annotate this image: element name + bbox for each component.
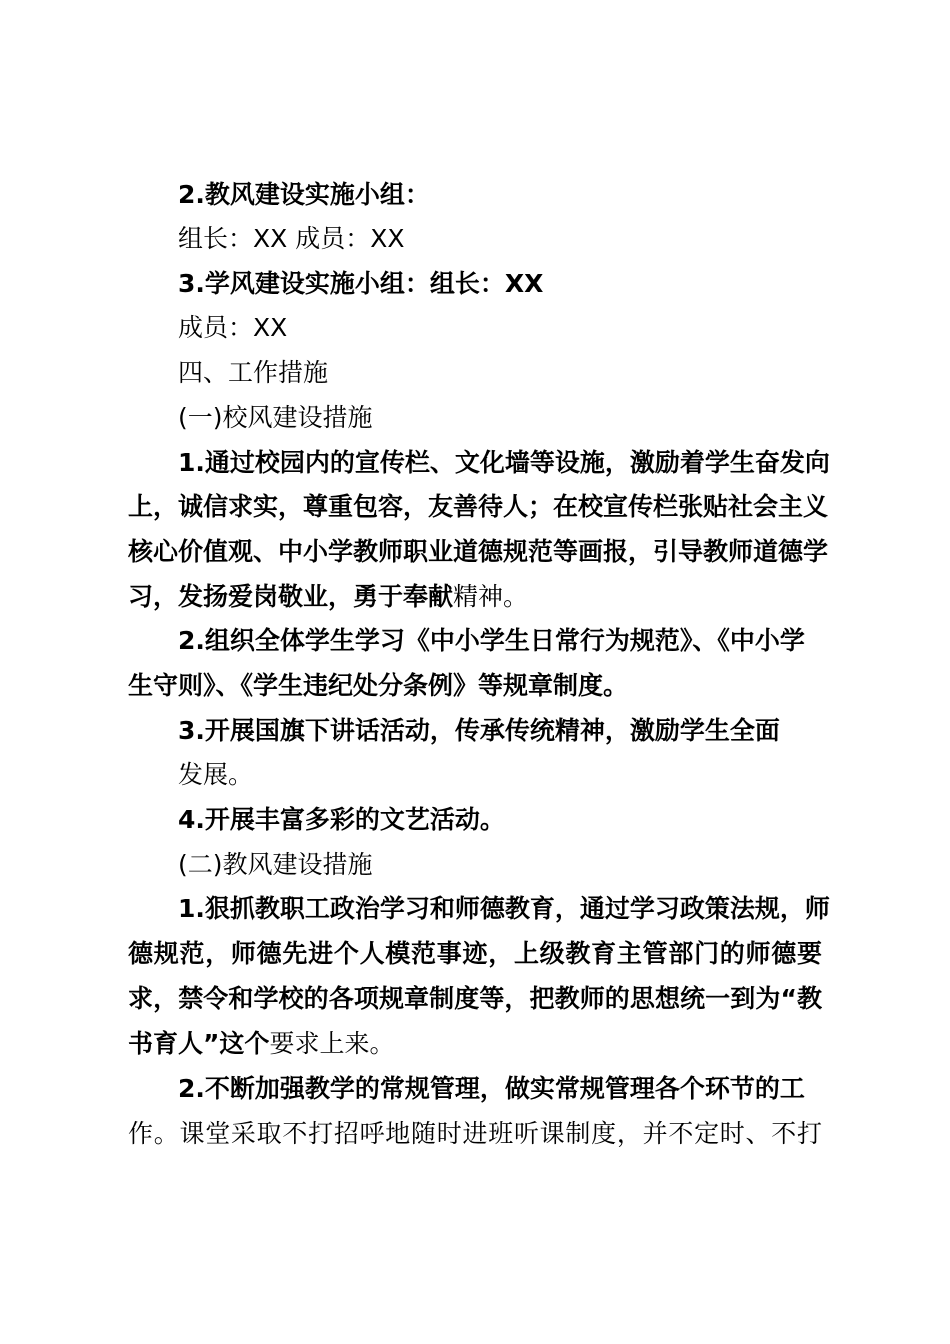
paragraph-line: 上，诚信求实，尊重包容，友善待人；在校宣传栏张贴社会主义 — [128, 492, 829, 521]
paragraph-line: 1.通过校园内的宣传栏、文化墙等设施，激励着学生奋发向 — [178, 448, 830, 477]
subsection-heading-teaching-style: (二)教风建设措施 — [178, 850, 373, 879]
bold-span: 书育人”这个 — [128, 1029, 270, 1058]
paragraph-line: 生守则》、《学生违纪处分条例》等规章制度。 — [128, 671, 629, 700]
teaching-style-members: 组长：XX 成员：XX — [178, 224, 405, 253]
paragraph-line: 4.开展丰富多彩的文艺活动。 — [178, 805, 505, 834]
paragraph-line: 德规范，师德先进个人模范事迹，上级教育主管部门的师德要 — [128, 939, 822, 968]
paragraph-line: 作。课堂采取不打招呼地随时进班听课制度，并不定时、不打 — [128, 1119, 822, 1148]
paragraph-line: 2.不断加强教学的常规管理，做实常规管理各个环节的工 — [178, 1074, 805, 1103]
heading-study-style-group: 3.学风建设实施小组：组长：XX — [178, 269, 544, 298]
plain-span: 精神。 — [453, 582, 529, 611]
plain-span: 要求上来。 — [269, 1029, 395, 1058]
paragraph-line: 1.狠抓教职工政治学习和师德教育，通过学习政策法规，师 — [178, 894, 830, 923]
paragraph-line — [128, 1027, 394, 1061]
paragraph-line — [128, 580, 528, 614]
paragraph-line: 2.组织全体学生学习《中小学生日常行为规范》、《中小学 — [178, 626, 805, 655]
paragraph-line: 发展。 — [178, 760, 254, 789]
study-style-members: 成员：XX — [178, 313, 288, 342]
bold-span: 习，发扬爱岗敬业，勇于奉献 — [128, 582, 454, 611]
paragraph-line: 3.开展国旗下讲话活动，传承传统精神，激励学生全面 — [178, 716, 780, 745]
section-heading-measures: 四、工作措施 — [178, 358, 329, 387]
paragraph-line: 求，禁令和学校的各项规章制度等，把教师的思想统一到为“教 — [128, 984, 822, 1013]
paragraph-line: 核心价值观、中小学教师职业道德规范等画报，引导教师道德学 — [128, 537, 829, 566]
subsection-heading-school-style: (一)校风建设措施 — [178, 403, 373, 432]
heading-teaching-style-group: 2.教风建设实施小组： — [178, 180, 430, 209]
